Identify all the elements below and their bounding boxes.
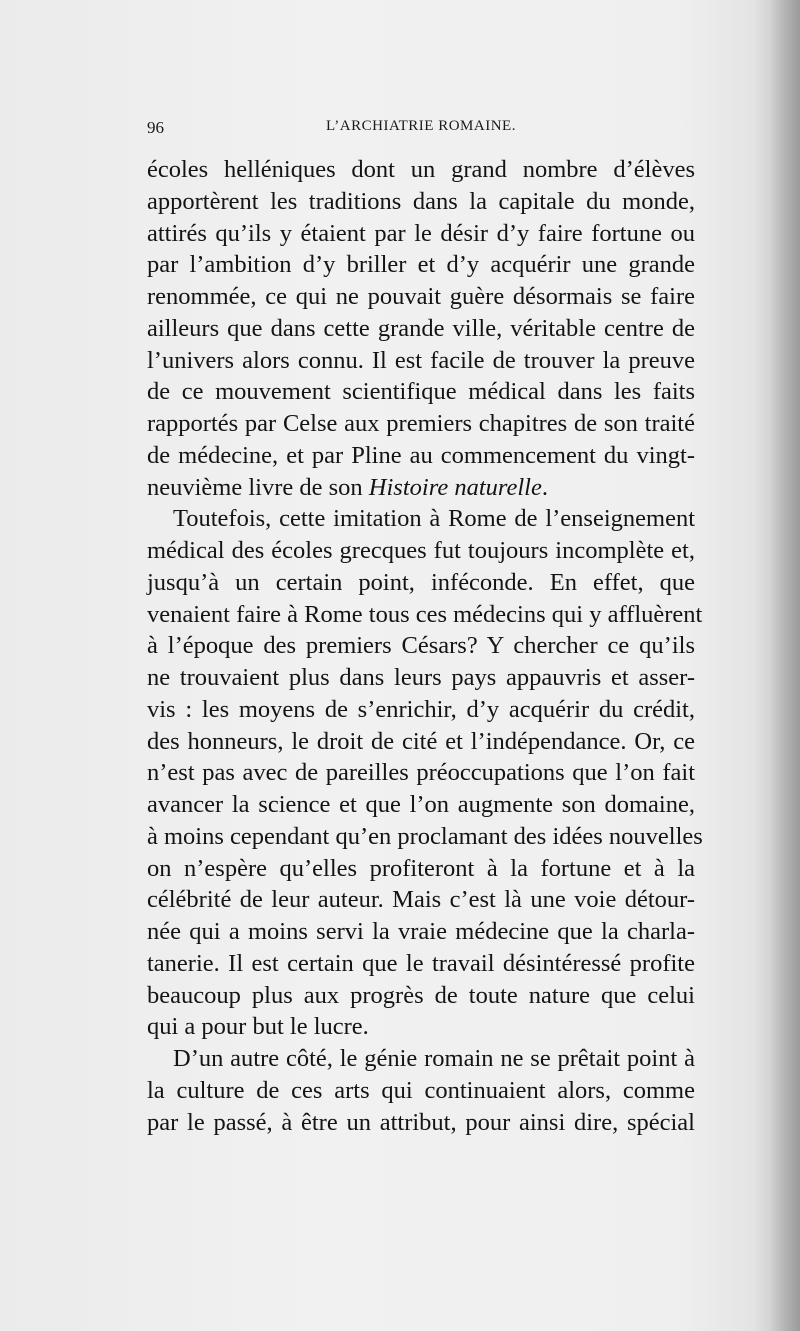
text-line: par l’ambition d’y briller et d’y acquérir une grande xyxy=(147,251,695,279)
text-line: célébrité de leur auteur. Mais c’est là une voie détour- xyxy=(147,886,695,914)
text-line: n’est pas avec de pareilles préoccupations que l’on fait xyxy=(147,759,695,787)
text-line xyxy=(147,472,695,504)
text-line: qui a pour but le lucre. xyxy=(147,1013,369,1041)
text-line: médical des écoles grecques fut toujours incomplète et, xyxy=(147,537,695,564)
text-line: D’un autre côté, le génie romain ne se prêtait point à xyxy=(173,1045,695,1072)
text-line: vis : les moyens de s’enrichir, d’y acquérir du crédit, xyxy=(147,695,695,723)
body-text xyxy=(147,154,703,1138)
text-line: à l’époque des premiers Césars? Y chercher ce qu’ils xyxy=(147,632,695,660)
page-number: 96 xyxy=(147,118,164,137)
text-line: de médecine, et par Pline au commencement du vingt- xyxy=(147,441,695,469)
text-line: on n’espère qu’elles profiteront à la fortune et à la xyxy=(147,854,695,882)
text-line: Toutefois, cette imitation à Rome de l’enseignement xyxy=(173,505,695,533)
text-line: jusqu’à un certain point, inféconde. En effet, que xyxy=(147,568,695,596)
page-header xyxy=(147,118,695,146)
running-title: L’ARCHIATRIE ROMAINE. xyxy=(326,118,516,134)
text-line: attirés qu’ils y étaient par le désir d’y faire fortune ou xyxy=(147,219,695,247)
text-line: écoles helléniques dont un grand nombre d’élèves xyxy=(147,156,695,183)
text-line: née qui a moins servi la vraie médecine que la charla- xyxy=(147,918,695,945)
text-line: des honneurs, le droit de cité et l’indépendance. Or, ce xyxy=(147,727,695,755)
text-line: rapportés par Celse aux premiers chapitres de son traité xyxy=(147,410,695,437)
text-line: beaucoup plus aux progrès de toute nature que celui xyxy=(147,981,695,1009)
text-line: l’univers alors connu. Il est facile de trouver la preuve xyxy=(147,346,695,374)
text-fragment: neuvième livre de son xyxy=(147,473,369,501)
paragraph-1 xyxy=(147,154,695,503)
text-line: renommée, ce qui ne pouvait guère désormais se faire xyxy=(147,283,695,310)
text-fragment: . xyxy=(541,473,548,501)
text-line: ailleurs que dans cette grande ville, véritable centre de xyxy=(147,314,695,342)
text-line: tanerie. Il est certain que le travail désintéressé profite xyxy=(147,949,695,977)
text-line: à moins cependant qu’en proclamant des idées nouvelles xyxy=(147,822,703,850)
text-line: de ce mouvement scientifique médical dans les faits xyxy=(147,378,695,406)
text-line: ne trouvaient plus dans leurs pays appauvris et asser- xyxy=(147,664,695,691)
paragraph-2 xyxy=(147,503,703,1043)
book-title-italic: Histoire naturelle xyxy=(368,473,542,501)
text-line: la culture de ces arts qui continuaient alors, comme xyxy=(147,1076,695,1104)
text-line: apportèrent les traditions dans la capitale du monde, xyxy=(147,187,695,215)
text-line: avancer la science et que l’on augmente son domaine, xyxy=(147,791,695,818)
text-line: venaient faire à Rome tous ces médecins qui y affluèrent xyxy=(147,600,703,628)
page-edge-shadow xyxy=(770,0,800,1331)
paragraph-3 xyxy=(147,1043,695,1138)
text-line: par le passé, à être un attribut, pour ainsi dire, spécial xyxy=(147,1108,695,1136)
